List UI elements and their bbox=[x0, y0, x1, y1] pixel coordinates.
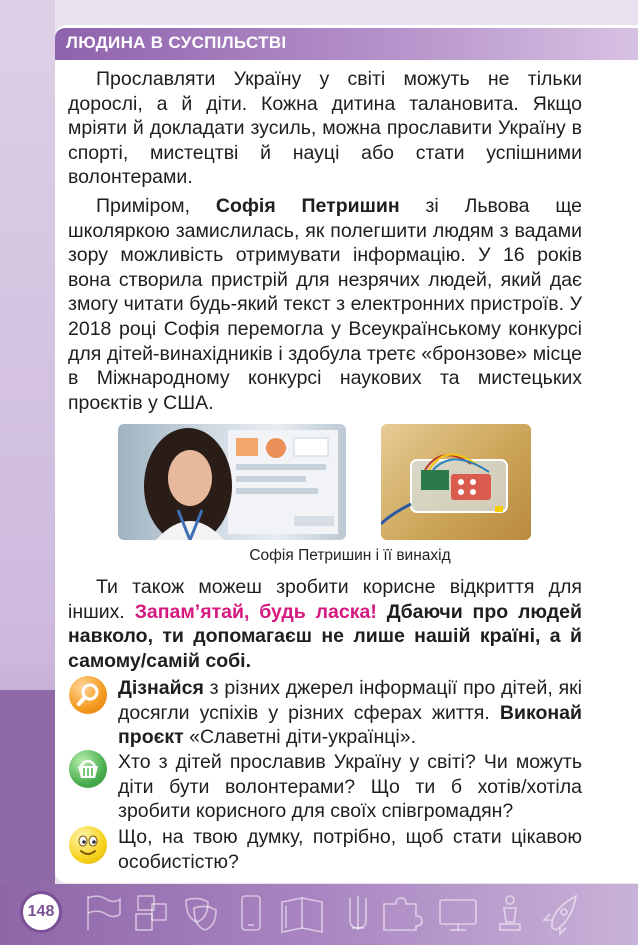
rocket-icon bbox=[544, 896, 576, 934]
paragraph-sofia-rest: зі Львова ще школяркою замислилась, як полегшити людям з вадами зору можливість отримувати інформацію. У 16 років вона створила пристрій для незрячих людей, який дає змогу читати будь-який текст з електронних пристроїв. У 2018 році Софія перемогла у Всеукраїнському конкурсі для дітей-винахідників і здобула третє «бронзове» місце в Міжнародному конкурсі наукових та мистецьких проєктів у США. bbox=[68, 195, 583, 414]
chess-icon bbox=[500, 896, 520, 930]
flag-icon bbox=[88, 896, 120, 930]
project-text: «Славетні діти-українці». bbox=[189, 726, 416, 749]
project-label: Виконай проєкт bbox=[118, 701, 582, 749]
footer-icon-row bbox=[80, 890, 590, 936]
left-margin-block bbox=[0, 690, 55, 890]
paragraph-sofia bbox=[68, 194, 582, 415]
paragraph-reminder bbox=[68, 575, 582, 673]
sofia-name: Софія Петришин bbox=[215, 195, 400, 217]
theatre-masks-icon bbox=[186, 898, 216, 930]
reminder-text: Ти також можеш зробити корисне відкриття для інших. bbox=[68, 576, 582, 623]
find-out-label: Дізнайся bbox=[118, 677, 204, 699]
task-discuss: Хто з дітей прославив Україну у світі? Чи можуть діти бути волонтерами? Що ти б хотів/хотіла зробити корисного для своїх співгромадян? bbox=[118, 751, 582, 823]
monitor-icon bbox=[440, 900, 476, 930]
reminder-emphasis: Дбаючи про людей навколо, ти допомагаєш не лише нашій країні, а й самому/самій собі. bbox=[68, 600, 583, 672]
figure-caption: Софія Петришин і її винахід bbox=[249, 547, 451, 564]
smiley-icon bbox=[69, 826, 107, 864]
paragraph-intro: Прославляти Україну у світі можуть не тільки дорослі, а й діти. Кожна дитина талановита. Якщо мріяти й докладати зусиль, можна прославити Україну в спорті, мистецтві й науці або стати успішними волонтерами. bbox=[68, 68, 582, 189]
invention-photo bbox=[381, 424, 531, 540]
remember-phrase: Запам’ятай, будь ласка! bbox=[134, 600, 377, 623]
phone-icon bbox=[242, 896, 260, 930]
basket-icon bbox=[69, 750, 107, 788]
people-icon bbox=[136, 896, 166, 930]
search-icon bbox=[69, 676, 107, 714]
sofia-photo bbox=[118, 424, 346, 540]
task-find-out bbox=[118, 676, 582, 750]
page-number: 148 bbox=[20, 891, 62, 933]
section-title: ЛЮДИНА В СУСПІЛЬСТВІ bbox=[66, 33, 287, 52]
find-out-text: з різних джерел інформації про дітей, які досягли успіхів у різних сферах життя. bbox=[118, 677, 583, 724]
task-think: Що, на твою думку, потрібно, щоб стати цікавою особистістю? bbox=[118, 826, 582, 873]
book-icon bbox=[282, 898, 322, 932]
puzzle-icon bbox=[384, 898, 422, 930]
paragraph-sofia-lead: Приміром, bbox=[96, 195, 191, 217]
trident-icon bbox=[350, 896, 366, 930]
